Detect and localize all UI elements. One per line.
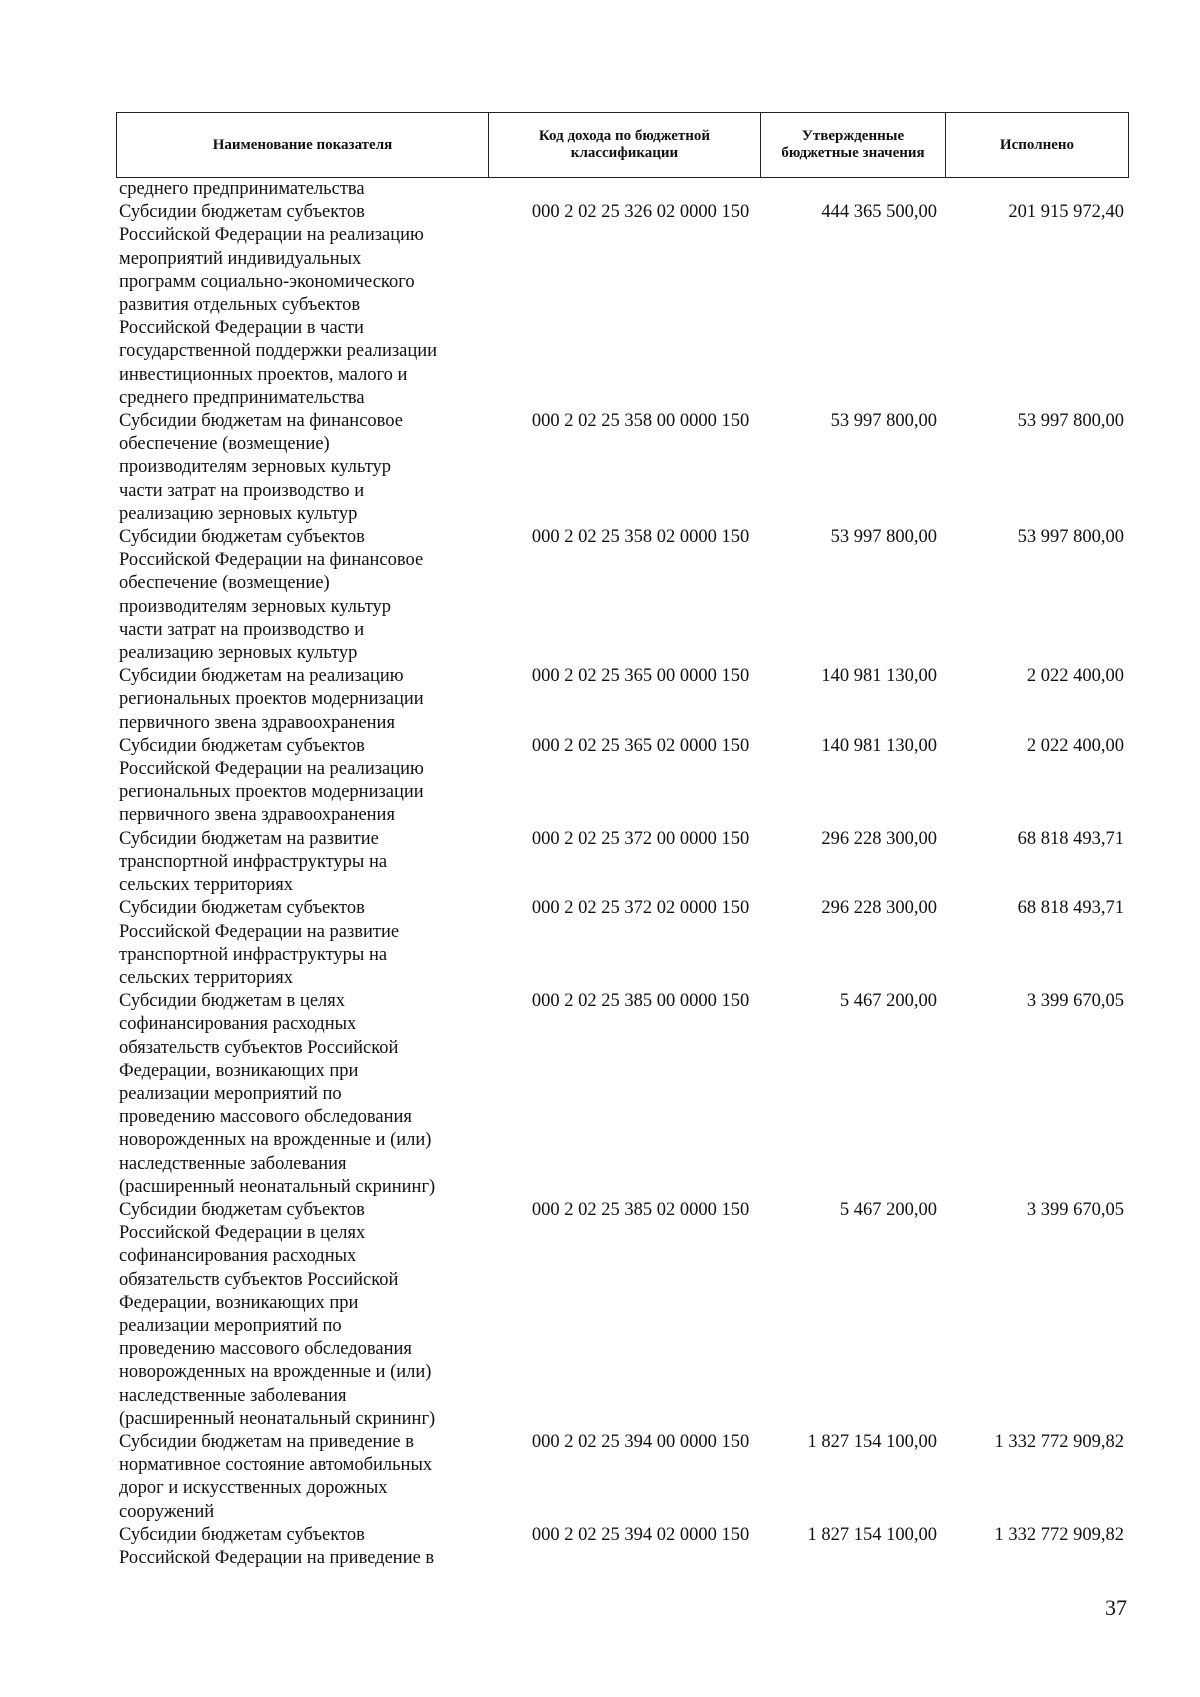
row-name-line: транспортной инфраструктуры на [119,944,388,965]
row-approved: 53 997 800,00 [830,527,937,548]
row-name-line: сельских территориях [119,967,293,988]
row-name-line: Федерации, возникающих при [119,1292,359,1313]
table-row [116,1199,1128,1431]
row-name-line: нормативное состояние автомобильных [119,1455,433,1476]
row-name-line: Российской Федерации в части [119,318,364,339]
row-name [116,665,488,735]
row-name-line: Российской Федерации на финансовое [119,550,424,571]
row-name-line: софинансирования расходных [119,1014,357,1035]
row-name-line: Российской Федерации в целях [119,1223,366,1244]
row-name-line: реализации мероприятий по [119,1083,342,1104]
row-name-line: сооружений [119,1501,215,1522]
row-name-line: инвестиционных проектов, малого и [119,364,408,385]
row-approved: 140 981 130,00 [821,666,937,687]
header-code: Код дохода по бюджетной классификации [489,113,761,178]
row-name-line: первичного звена здравоохранения [119,805,395,826]
row-name-line: наследственные заболевания [119,1385,347,1406]
row-name [116,201,488,410]
table-header [116,112,1129,178]
row-name-line: мероприятий индивидуальных [119,248,362,269]
row-name-line: производителям зерновых культур [119,457,392,478]
row-name-line: (расширенный неонатальный скрининг) [119,1408,436,1429]
row-name [116,735,488,828]
row-name-line: среднего предпринимательства [119,179,365,199]
row-name-line: новорожденных на врожденные и (или) [119,1130,432,1151]
row-name-line: Субсидии бюджетам субъектов [119,527,365,548]
row-done: 1 332 772 909,82 [994,1431,1124,1452]
row-approved: 296 228 300,00 [821,828,937,849]
row-name-line: реализацию зерновых культур [119,503,358,524]
row-approved: 5 467 200,00 [839,991,937,1012]
row-name-line: Субсидии бюджетам субъектов [119,735,365,756]
row-name-line: Субсидии бюджетам субъектов [119,1199,365,1220]
row-name-line: первичного звена здравоохранения [119,712,395,733]
row-name [116,990,488,1199]
row-name-line: обязательств субъектов Российской [119,1037,399,1058]
row-name-line: Российской Федерации на реализацию [119,225,424,246]
row-code: 000 2 02 25 326 02 0000 150 [531,202,750,223]
row-name-line: обязательств субъектов Российской [119,1269,399,1290]
row-name-line: Субсидии бюджетам на финансовое [119,411,403,432]
row-name-line: Субсидии бюджетам на реализацию [119,666,404,687]
row-name [116,1524,488,1570]
row-done: 53 997 800,00 [1017,527,1124,548]
row-name-line: региональных проектов модернизации [119,689,424,710]
row-name-line: производителям зерновых культур [119,596,392,617]
row-code: 000 2 02 25 385 00 0000 150 [531,991,750,1012]
row-name [116,526,488,665]
row-code: 000 2 02 25 358 00 0000 150 [531,411,750,432]
row-name-line: среднего предпринимательства [119,387,365,408]
row-name-line: проведению массового обследования [119,1107,412,1128]
row-name [116,1431,488,1524]
row-name-line: Субсидии бюджетам субъектов [119,1524,365,1545]
row-name-line: транспортной инфраструктуры на [119,851,388,872]
row-done: 3 399 670,05 [1026,991,1124,1012]
row-name-line: Российской Федерации на реализацию [119,759,424,780]
row-approved: 1 827 154 100,00 [807,1524,937,1545]
table-row [116,526,1128,665]
row-name-line: наследственные заболевания [119,1153,347,1174]
row-name-line: Российской Федерации на развитие [119,921,400,942]
row-approved: 140 981 130,00 [821,735,937,756]
table-row [116,990,1128,1199]
table-row [116,178,1128,201]
row-name-line: обеспечение (возмещение) [119,573,330,594]
row-done: 1 332 772 909,82 [994,1524,1124,1545]
table-row [116,1431,1128,1524]
row-code: 000 2 02 25 394 02 0000 150 [531,1524,750,1545]
table-row [116,201,1128,410]
row-name [116,897,488,990]
row-done: 2 022 400,00 [1026,666,1124,687]
row-name-line: программ социально-экономического [119,271,415,292]
row-name-line: обеспечение (возмещение) [119,434,330,455]
table-row [116,897,1128,990]
row-code: 000 2 02 25 372 02 0000 150 [531,898,750,919]
row-name-line: (расширенный неонатальный скрининг) [119,1176,436,1197]
row-name-line: региональных проектов модернизации [119,782,424,803]
row-name-line: Субсидии бюджетам на развитие [119,828,379,849]
row-name-line: части затрат на производство и [119,619,365,640]
row-name [116,410,488,526]
row-done: 68 818 493,71 [1017,828,1124,849]
table-body [116,178,1128,1570]
row-code: 000 2 02 25 394 00 0000 150 [531,1431,750,1452]
row-done: 2 022 400,00 [1026,735,1124,756]
row-name [116,828,488,898]
row-code: 000 2 02 25 365 00 0000 150 [531,666,750,687]
row-approved: 53 997 800,00 [830,411,937,432]
row-code: 000 2 02 25 385 02 0000 150 [531,1199,750,1220]
row-name-line: Субсидии бюджетам в целях [119,991,346,1012]
row-done: 53 997 800,00 [1017,411,1124,432]
header-name: Наименование показателя [117,113,489,178]
table-row [116,665,1128,735]
row-name-line: государственной поддержки реализации [119,341,438,362]
table-row [116,735,1128,828]
row-done: 201 915 972,40 [1008,202,1124,223]
row-name-line: Субсидии бюджетам субъектов [119,898,365,919]
row-approved: 296 228 300,00 [821,898,937,919]
row-code: 000 2 02 25 365 02 0000 150 [531,735,750,756]
row-name-line: реализацию зерновых культур [119,643,358,664]
table-row [116,410,1128,526]
row-name-line: новорожденных на врожденные и (или) [119,1362,432,1383]
row-approved: 5 467 200,00 [839,1199,937,1220]
table-row [116,828,1128,898]
page-number: 37 [1105,1595,1127,1620]
row-name-line: части затрат на производство и [119,480,365,501]
row-approved: 444 365 500,00 [821,202,937,223]
row-code: 000 2 02 25 372 00 0000 150 [531,828,750,849]
row-name-line: реализации мероприятий по [119,1315,342,1336]
row-name-line: Субсидии бюджетам субъектов [119,202,365,223]
row-name-line: Федерации, возникающих при [119,1060,359,1081]
row-done: 3 399 670,05 [1026,1199,1124,1220]
row-name-line: сельских территориях [119,875,293,896]
row-done: 68 818 493,71 [1017,898,1124,919]
header-done: Исполнено [946,113,1129,178]
row-code: 000 2 02 25 358 02 0000 150 [531,527,750,548]
table-row [116,1524,1128,1570]
header-approved: Утвержденные бюджетные значения [761,113,946,178]
row-name-line: Субсидии бюджетам на приведение в [119,1431,414,1452]
row-approved: 1 827 154 100,00 [807,1431,937,1452]
row-name-line: Российской Федерации на приведение в [119,1547,435,1568]
row-name-line: софинансирования расходных [119,1246,357,1267]
row-name-line: проведению массового обследования [119,1339,412,1360]
row-name-line: дорог и искусственных дорожных [119,1478,388,1499]
row-name-line: развития отдельных субъектов [119,295,361,316]
row-name [116,1199,488,1431]
row-name [116,178,488,201]
